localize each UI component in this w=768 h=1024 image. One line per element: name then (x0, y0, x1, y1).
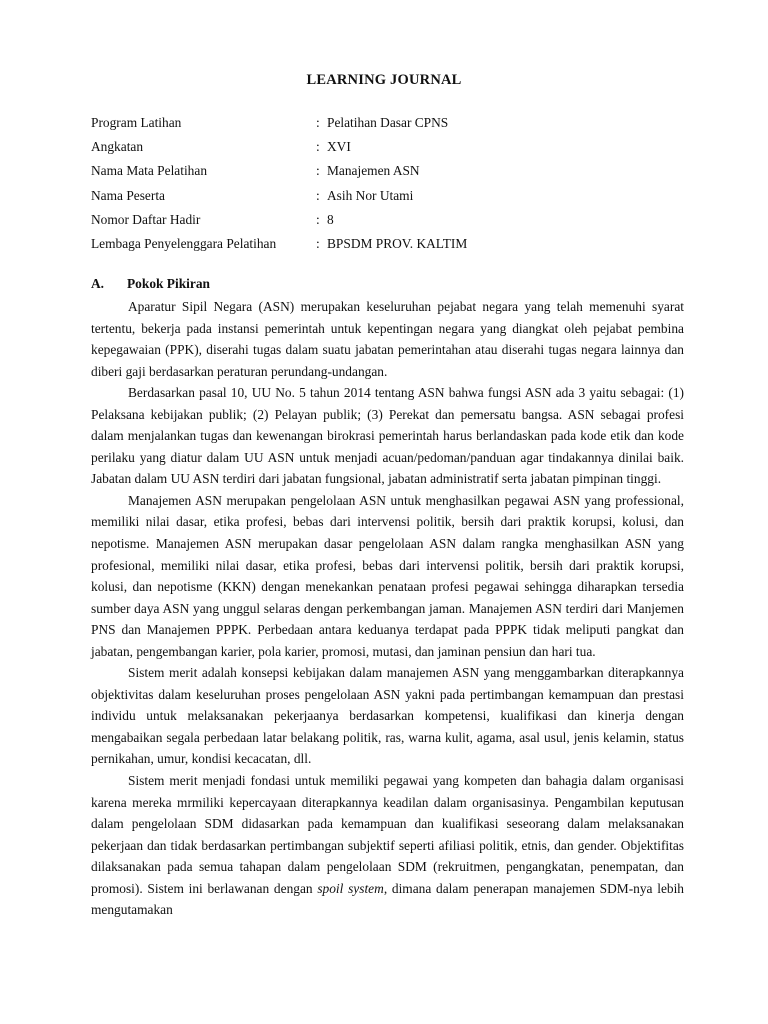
info-label: Lembaga Penyelenggara Pelatihan (91, 235, 277, 251)
info-colon: : (316, 139, 320, 155)
paragraph (91, 770, 684, 921)
info-row (91, 162, 691, 186)
info-table (91, 114, 691, 259)
paragraph-text: , dimana dalam penerapan manajemen SDM-nya lebih mengutamakan (91, 880, 684, 918)
italic-term: spoil system (317, 880, 384, 896)
info-row (91, 138, 691, 162)
info-value: Asih Nor Utami (327, 187, 414, 203)
info-value: 8 (327, 211, 334, 227)
paragraph-text: Sistem merit menjadi fondasi untuk memiliki pegawai yang kompeten dan bahagia dalam organisasi karena mereka mrmiliki kepercayaan diterapkannya keadilan dalam organisasinya. Pengambilan keputusan dalam pengelolaan SDM didasarkan pada kemampuan dan kualifikasi seseorang dalam melaksanakan pekerjaan dan tidak berdasarkan pertimbangan subjektif seperti afiliasi politik, etnis, dan gender. Objektifitas dilaksanakan pada semua tahapan dalam pengelolaan SDM (rekruitmen, pengangkatan, penempatan, dan promosi). Sistem ini berlawanan dengan (91, 773, 684, 896)
info-value: Manajemen ASN (327, 163, 420, 179)
info-row (91, 187, 691, 211)
info-value: XVI (327, 139, 351, 155)
info-colon: : (316, 115, 320, 130)
paragraph: Manajemen ASN merupakan pengelolaan ASN untuk menghasilkan pegawai ASN yang professional, memiliki nilai dasar, etika profesi, bebas dari intervensi politik, bersih dari praktik korupsi, kolusi, dan nepotisme. Manajemen ASN merupakan dasar pengelolaan ASN dalam rangka menghasilkan ASN yang profesional, memiliki nilai dasar, etika profesi, bebas dari intervensi politik, bersih dari praktik korupsi, kolusi, dan nepotisme (KKN) dengan menekankan penataan profesi pegawai sehingga diharapkan tersedia sumber daya ASN yang unggul selaras dengan perkembangan jaman. Manajemen ASN terdiri dari Manjemen PNS dan Manajemen PPPK. Perbedaan antara keduanya terdapat pada PPPK tidak meliputi pangkat dan jabatan, pengembangan karier, pola karier, promosi, mutasi, dan jaminan pensiun dan hari tua. (91, 492, 684, 659)
section-heading (91, 276, 210, 292)
info-value: Pelatihan Dasar CPNS (327, 115, 449, 130)
info-value: BPSDM PROV. KALTIM (327, 235, 468, 251)
info-label: Program Latihan (91, 115, 182, 130)
info-label: Nomor Daftar Hadir (91, 211, 201, 227)
info-row (91, 114, 691, 138)
paragraph: Aparatur Sipil Negara (ASN) merupakan keseluruhan pejabat negara yang telah memenuhi syarat tertentu, bekerja pada instansi pemerintah untuk kepentingan negara yang diangkat oleh pejabat pembina kepegawaian (PPK), diserahi tugas dalam suatu jabatan pemerintahan atau diserahi tugas negara lainnya dan diberi gaji berdasarkan peraturan perundang-undangan. (91, 299, 684, 379)
info-row (91, 211, 691, 235)
section-number: A. (91, 276, 105, 291)
info-label: Nama Peserta (91, 187, 165, 203)
info-colon: : (316, 211, 320, 227)
section-title: Pokok Pikiran (127, 276, 210, 291)
info-label: Nama Mata Pelatihan (91, 163, 208, 179)
info-colon: : (316, 235, 320, 251)
info-label: Angkatan (91, 139, 144, 155)
section-body (91, 296, 684, 921)
info-colon: : (316, 163, 320, 179)
paragraph: Berdasarkan pasal 10, UU No. 5 tahun 2014 tentang ASN bahwa fungsi ASN ada 3 yaitu sebagai: (1) Pelaksana kebijakan publik; (2) Pelayan publik; (3) Perekat dan pemersatu bangsa. ASN sebagai profesi dalam menjalankan tugas dan kewenangan birokrasi pemerintah harus berlandaskan pada kode etik dan kode perilaku yang diatur dalam UU ASN untuk menjadi acuan/pedoman/panduan agar tindakannya dinilai baik. Jabatan dalam UU ASN terdiri dari jabatan fungsional, jabatan administratif serta jabatan pimpinan tinggi. (91, 385, 684, 487)
paragraph: Sistem merit adalah konsepsi kebijakan dalam manajemen ASN yang menggambarkan diterapkannya objektivitas dalam keseluruhan proses pengelolaan ASN yakni pada pertimbangan kemampuan dan prestasi individu untuk melaksanakan pekerjaanya berdasarkan kompetensi, kualifikasi dan kinerja dengan mengabaikan segala perbedaan latar belakang politik, ras, warna kulit, agama, asal usul, jenis kelamin, status pernikahan, umur, kondisi kecacatan, dll. (91, 665, 684, 767)
page-title: LEARNING JOURNAL (306, 72, 462, 88)
info-row (91, 235, 691, 259)
info-colon: : (316, 187, 320, 203)
